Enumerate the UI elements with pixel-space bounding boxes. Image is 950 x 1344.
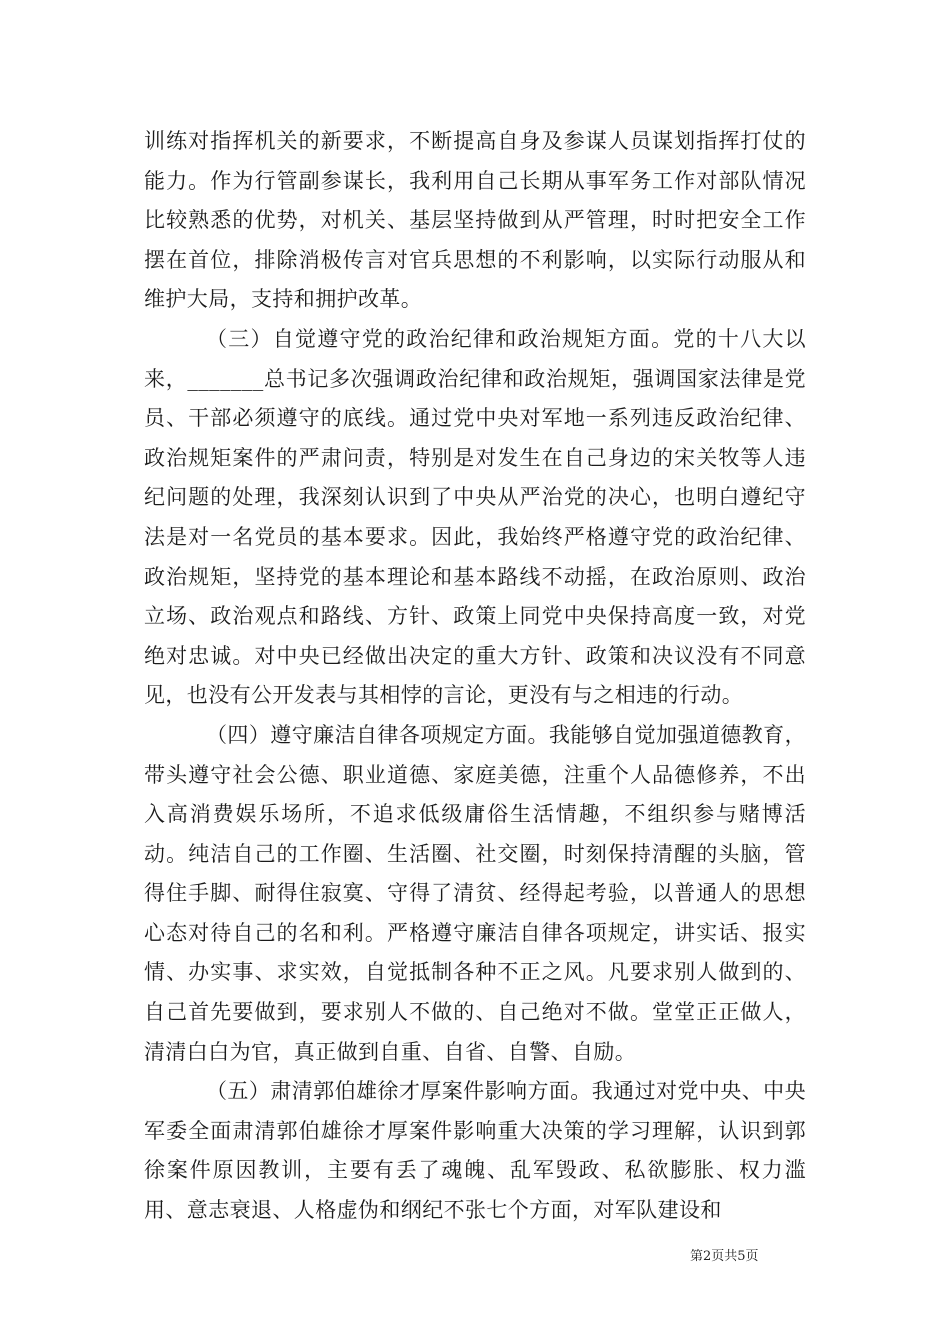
paragraph-section-five: （五）肃清郭伯雄徐才厚案件影响方面。我通过对党中央、中央军委全面肃清郭伯雄徐才厚案件影响重大决策的学习理解，认识到郭徐案件原因教训，主要有丢了魂魄、乱军毁政、私欲膨胀、权力滥用、意志衰退、人格虚伪和纲纪不张七个方面，对军队建设和 xyxy=(144,1079,806,1223)
paragraph-section-four: （四）遵守廉洁自律各项规定方面。我能够自觉加强道德教育，带头遵守社会公德、职业道德、家庭美德，注重个人品德修养，不出入高消费娱乐场所，不追求低级庸俗生活情趣，不组织参与赌博活动。纯洁自己的工作圈、生活圈、社交圈，时刻保持清醒的头脑，管得住手脚、耐得住寂寞、守得了清贫、经得起考验，以普通人的思想心态对待自己的名和利。严格遵守廉洁自律各项规定，讲实话、报实情、办实事、求实效，自觉抵制各种不正之风。凡要求别人做到的、自己首先要做到，要求别人不做的、自己绝对不做。堂堂正正做人，清清白白为官，真正做到自重、自省、自警、自励。 xyxy=(144,722,806,1064)
paragraph-section-three: （三）自觉遵守党的政治纪律和政治规矩方面。党的十八大以来，_______总书记多次强调政治纪律和政治规矩，强调国家法律是党员、干部必须遵守的底线。通过党中央对军地一系列违反政治纪律、政治规矩案件的严肃问责，特别是对发生在自己身边的宋关牧等人违纪问题的处理，我深刻认识到了中央从严治党的决心，也明白遵纪守法是对一名党员的基本要求。因此，我始终严格遵守党的政治纪律、政治规矩，坚持党的基本理论和基本路线不动摇，在政治原则、政治立场、政治观点和路线、方针、政策上同党中央保持高度一致，对党绝对忠诚。对中央已经做出决定的重大方针、政策和决议没有不同意见，也没有公开发表与其相悖的言论，更没有与之相违的行动。 xyxy=(144,326,806,708)
document-body xyxy=(144,122,806,1231)
page-number-footer: 第2页共5页 xyxy=(690,1249,759,1264)
paragraph-continuation: 训练对指挥机关的新要求，不断提高自身及参谋人员谋划指挥打仗的能力。作为行管副参谋长，我利用自己长期从事军务工作对部队情况比较熟悉的优势，对机关、基层坚持做到从严管理，时时把安全工作摆在首位，排除消极传言对官兵思想的不利影响，以实际行动服从和维护大局，支持和拥护改革。 xyxy=(144,129,806,312)
